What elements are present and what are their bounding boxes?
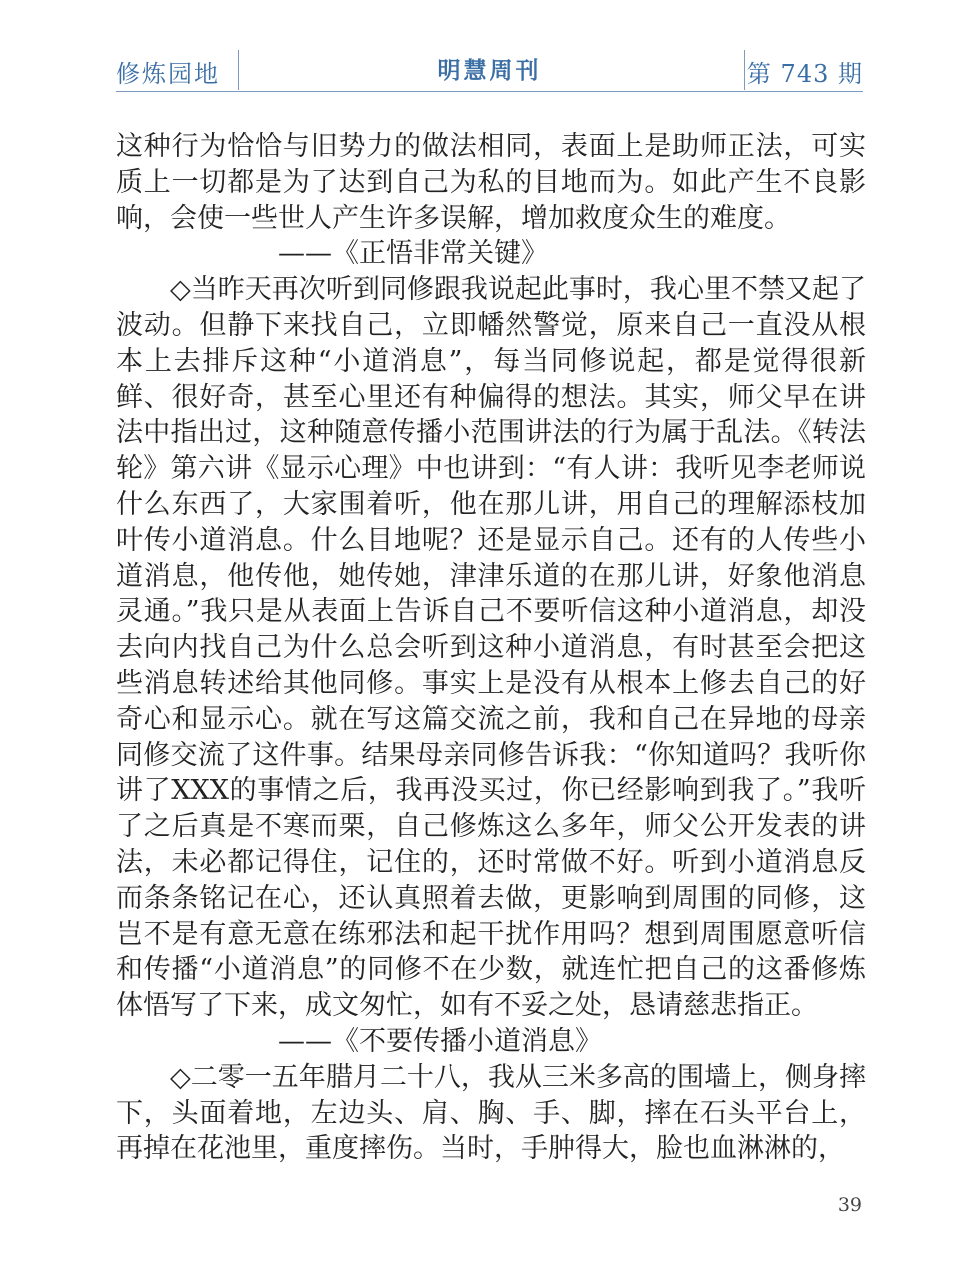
section-title: 修炼园地: [116, 60, 220, 88]
paragraph: 这种行为恰恰与旧势力的做法相同，表面上是助师正法，可实质上一切都是为了达到自己为私的目地而为。如此产生不良影响，会使一些世人产生许多误解，增加救度众生的难度。: [116, 131, 866, 234]
paragraph: ◇二零一五年腊月二十八，我从三米多高的围墙上，侧身摔下，头面着地，左边头、肩、胸、手、脚，摔在石头平台上，再掉在花池里，重度摔伤。当时，手肿得大，脸也血淋淋的，: [116, 1061, 866, 1165]
citation: ——《正悟非常关键》: [278, 238, 548, 270]
page-header: [116, 50, 863, 92]
page-number: 39: [837, 1194, 862, 1216]
citation: ——《不要传播小道消息》: [278, 1025, 602, 1057]
header-divider-right: [744, 50, 745, 90]
header-rule: [116, 91, 863, 92]
article-body: [116, 129, 866, 1167]
issue-number: 第 743 期: [746, 60, 863, 88]
publication-title: 明慧周刊: [437, 57, 542, 84]
paragraph: ◇当昨天再次听到同修跟我说起此事时，我心里不禁又起了波动。但静下来找自己，立即幡然警觉，原来自己一直没从根本上去排斥这种“小道消息”，每当同修说起，都是觉得很新鲜、很好奇，甚至心里还有种偏得的想法。其实，师父早在讲法中指出过，这种随意传播小范围讲法的行为属于乱法。《转法轮》第六讲《显示心理》中也讲到：“有人讲：我听见李老师说什么东西了，大家围着听，他在那儿讲，用自己的理解添枝加叶传小道消息。什么目地呢？还是显示自己。还有的人传些小道消息，他传他，她传她，津津乐道的在那儿讲，好象他消息灵通。”我只是从表面上告诉自己不要听信这种小道消息，却没去向内找自己为什么总会听到这种小道消息，有时甚至会把这些消息转述给其他同修。事实上是没有从根本上修去自己的好奇心和显示心。就在写这篇交流之前，我和自己在异地的母亲同修交流了这件事。结果母亲同修告诉我：“你知道吗？我听你讲了XXX的事情之后，我再没买过，你已经影响到我了。”我听了之后真是不寒而栗，自己修炼这么多年，师父公开发表的讲法，未必都记得住，记住的，还时常做不好。听到小道消息反而条条铭记在心，还认真照着去做，更影响到周围的同修，这岂不是有意无意在练邪法和起干扰作用吗？想到周围愿意听信和传播“小道消息”的同修不在少数，就连忙把自己的这番修炼体悟写了下来，成文匆忙，如有不妥之处，恳请慈悲指正。: [116, 274, 866, 1022]
